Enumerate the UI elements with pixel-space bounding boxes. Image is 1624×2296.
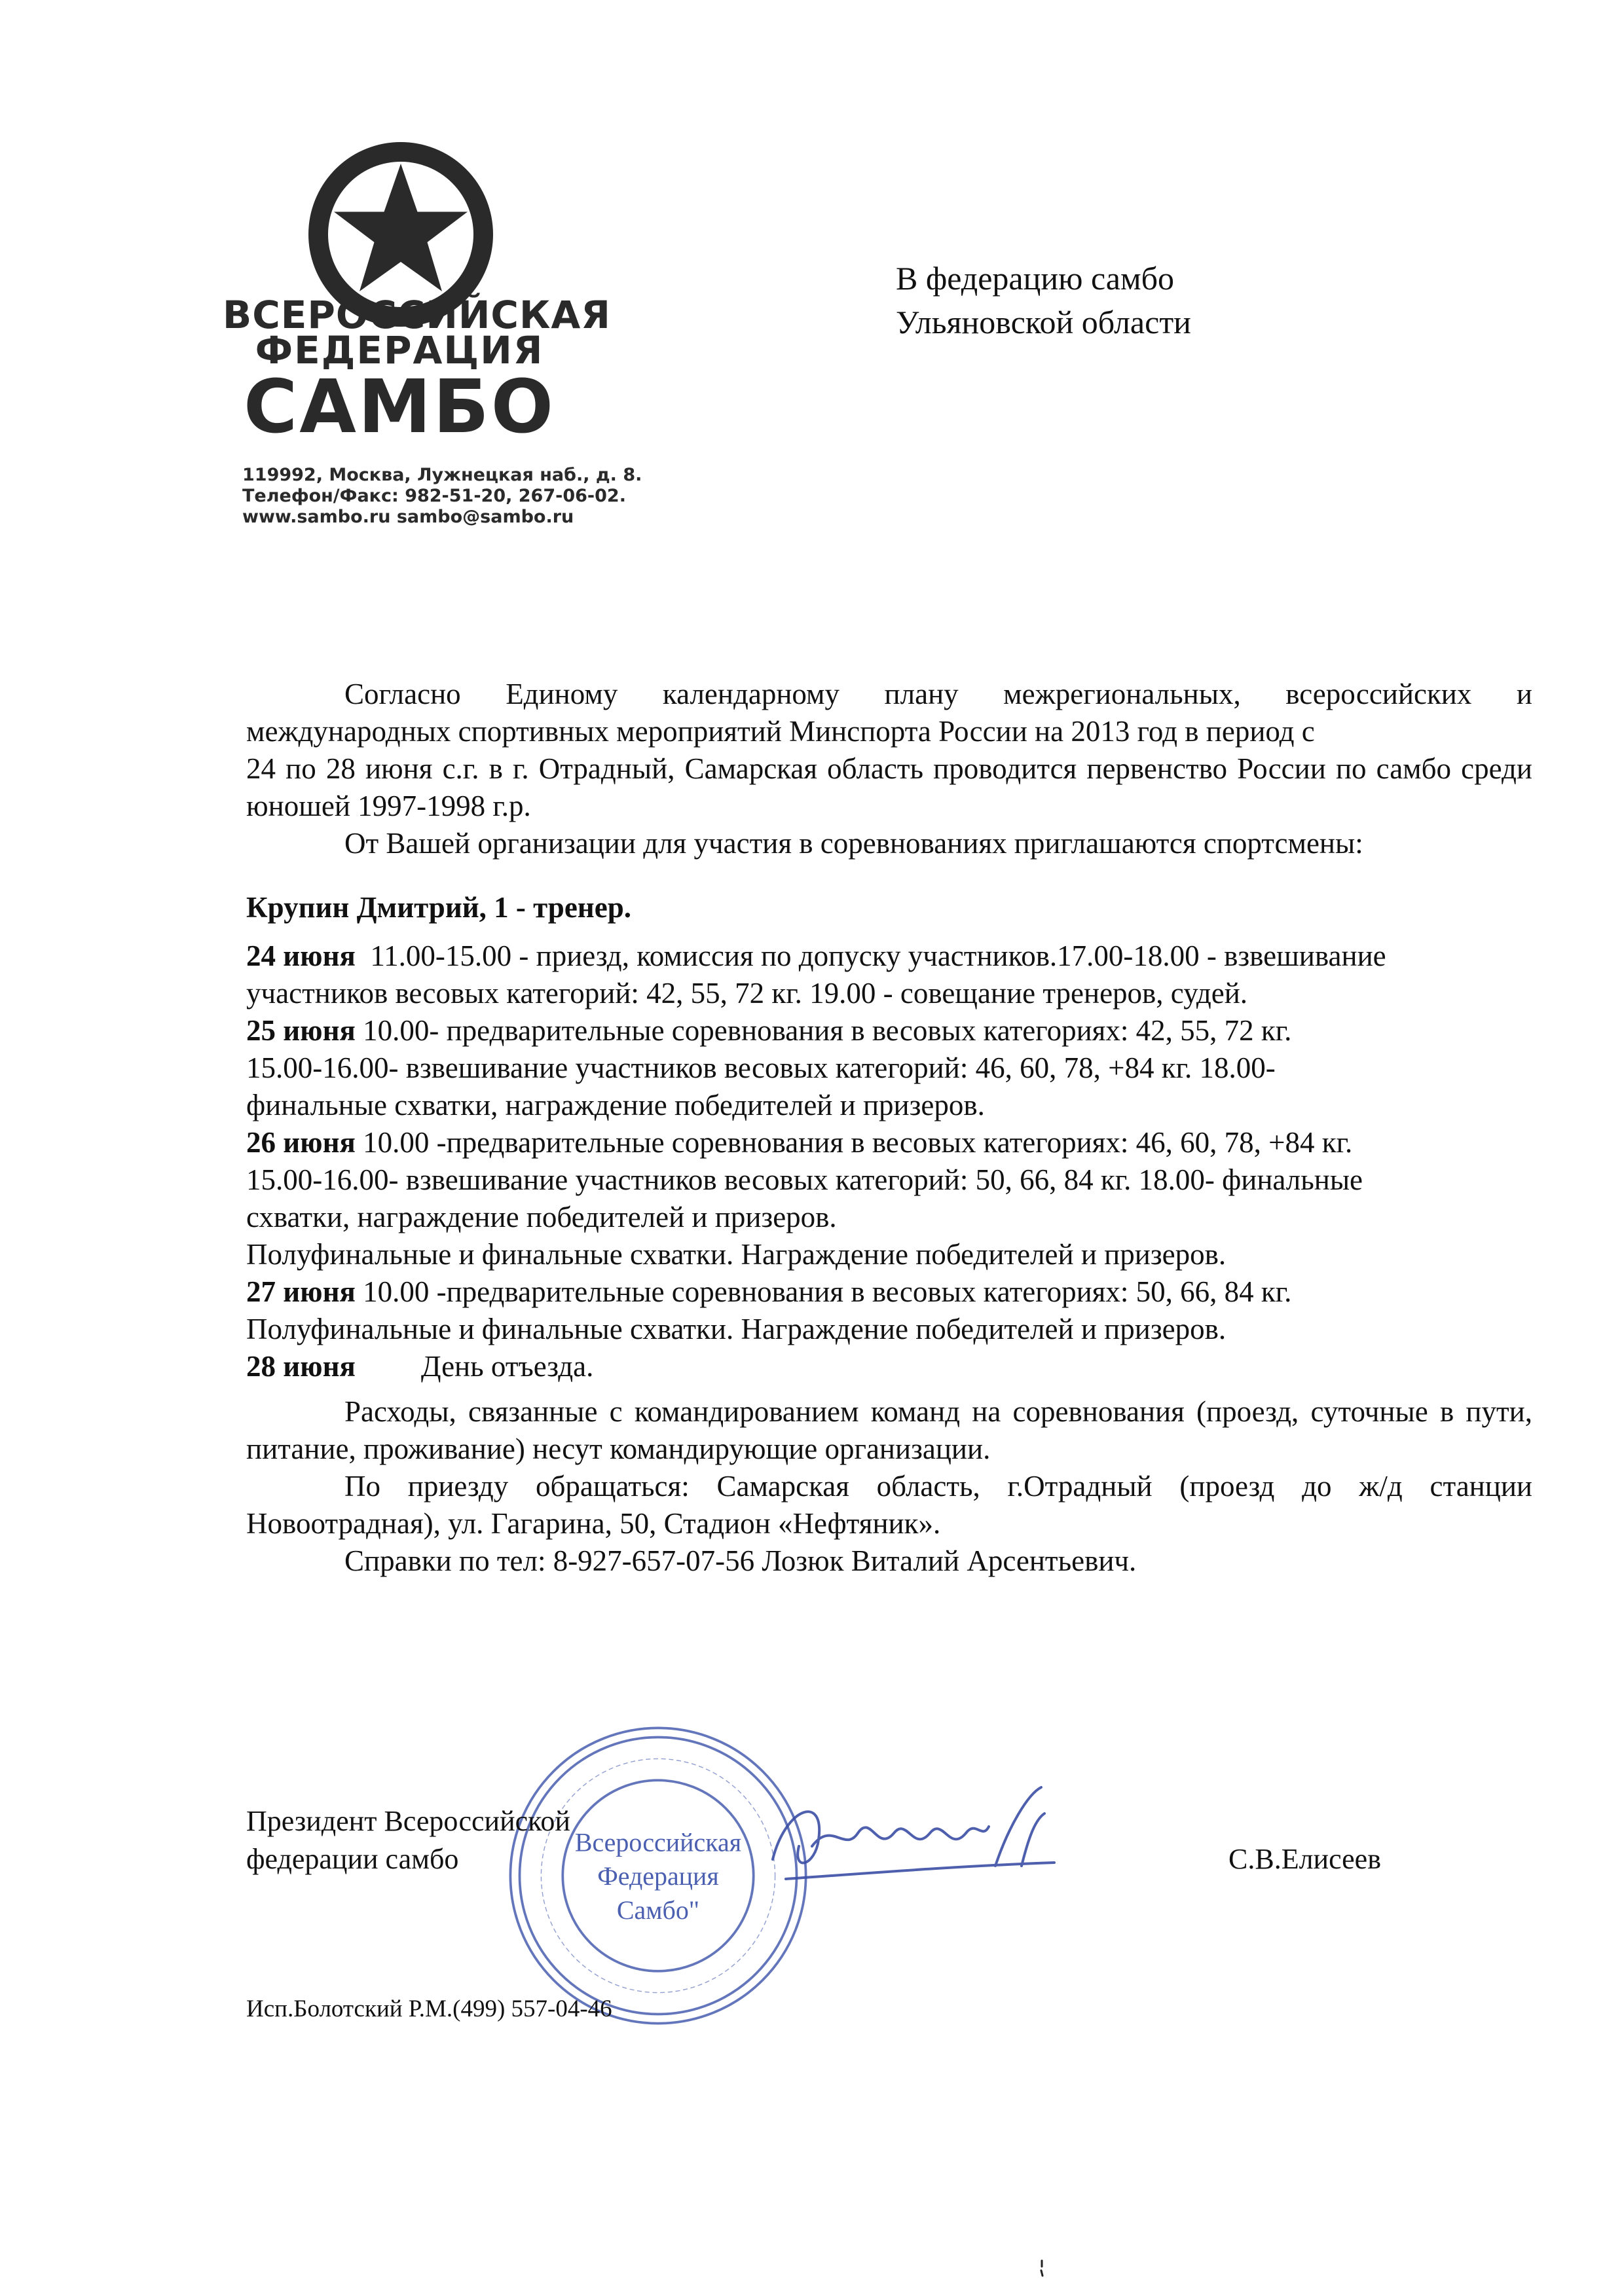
expenses-paragraph: Расходы, связанные с командированием команд на соревнования (проезд, суточные в пути, питание, проживание) несут командирующие организации. <box>246 1395 1532 1465</box>
athlete-line: Крупин Дмитрий, 1 - тренер. <box>246 891 631 924</box>
schedule-line: 10.00 -предварительные соревнования в весовых категориях: 46, 60, 78, +84 кг. <box>363 1126 1353 1159</box>
closing-section <box>246 1393 1532 1580</box>
signatory-title-line-1: Президент Всероссийской <box>246 1805 570 1837</box>
intro-invitation: От Вашей организации для участия в соревнованиях приглашаются спортсмены: <box>344 827 1363 860</box>
info-paragraph: Справки по тел: 8-927-657-07-56 Лозюк Виталий Арсентьевич. <box>344 1544 1137 1577</box>
schedule-day-24 <box>246 938 1532 975</box>
stamp-line-2: Федерация <box>597 1861 719 1891</box>
schedule-day-25 <box>246 1012 1532 1049</box>
signatory-title-line-2: федерации самбо <box>246 1843 459 1875</box>
schedule-day-26 <box>246 1124 1532 1161</box>
schedule-line: 15.00-16.00- взвешивание участников весовых категорий: 50, 66, 84 кг. 18.00- финальные <box>246 1163 1363 1196</box>
logo-text-federatsiya: ФЕДЕРАЦИЯ <box>255 328 544 373</box>
day-label: 28 июня <box>246 1350 356 1383</box>
schedule-line: 15.00-16.00- взвешивание участников весовых категорий: 46, 60, 78, +84 кг. 18.00- <box>246 1051 1276 1084</box>
signatory-name: С.В.Елисеев <box>1228 1843 1381 1875</box>
addressee-line-1: В федерацию самбо <box>896 260 1175 297</box>
intro-paragraph-rest: 24 по 28 июня с.г. в г. Отрадный, Самарская область проводится первенство России по самбо среди юношей 1997-1998 г.р. <box>246 752 1532 822</box>
logo-text-sambo: САМБО <box>244 365 555 450</box>
schedule-line: День отъезда. <box>420 1350 594 1383</box>
schedule-line: 10.00- предварительные соревнования в весовых категориях: 42, 55, 72 кг. <box>363 1014 1292 1047</box>
letterhead-phone: Телефон/Факс: 982-51-20, 267-06-02. <box>242 486 626 506</box>
schedule-line: Полуфинальные и финальные схватки. Награждение победителей и призеров. <box>246 1238 1227 1271</box>
schedule-line: 11.00-15.00 - приезд, комиссия по допуску участников.17.00-18.00 - взвешивание <box>370 939 1386 972</box>
handwritten-signature <box>747 1768 1074 1912</box>
day-label: 27 июня <box>246 1275 356 1308</box>
scan-mark <box>1039 2259 1045 2278</box>
day-label: 24 июня <box>246 939 356 972</box>
day-label: 25 июня <box>246 1014 356 1047</box>
schedule <box>246 938 1532 1385</box>
day-label: 26 июня <box>246 1126 356 1159</box>
intro-line-1: Согласно Единому календарному плану межрегиональных, всероссийских и <box>344 678 1532 710</box>
logo-text-vserossiyskaya: ВСЕРОССИЙСКАЯ <box>223 293 611 337</box>
schedule-day-27 <box>246 1273 1532 1311</box>
schedule-line: финальные схватки, награждение победителей и призеров. <box>246 1089 985 1121</box>
addressee-line-2: Ульяновской области <box>896 304 1191 340</box>
executor-line: Исп.Болотский Р.М.(499) 557-04-46 <box>246 1995 612 2022</box>
schedule-line: Полуфинальные и финальные схватки. Награждение победителей и призеров. <box>246 1313 1227 1345</box>
stamp-line-1: Всероссийская <box>574 1827 742 1857</box>
schedule-line: 10.00 -предварительные соревнования в весовых категориях: 50, 66, 84 кг. <box>363 1275 1292 1308</box>
intro-line-2: международных спортивных мероприятий Минспорта России на 2013 год в период с <box>246 715 1315 748</box>
schedule-day-28 <box>246 1348 1532 1385</box>
schedule-line: схватки, награждение победителей и призеров. <box>246 1201 837 1233</box>
schedule-line: участников весовых категорий: 42, 55, 72 кг. 19.00 - совещание тренеров, судей. <box>246 977 1248 1010</box>
letterhead-address: 119992, Москва, Лужнецкая наб., д. 8. <box>242 465 642 485</box>
arrival-paragraph: По приезду обращаться: Самарская область, г.Отрадный (проезд до ж/д станции Новоотрадная), ул. Гагарина, 50, Стадион «Нефтяник». <box>246 1470 1532 1540</box>
stamp-line-3: Самбо" <box>616 1895 700 1925</box>
letterhead-web: www.sambo.ru sambo@sambo.ru <box>242 507 574 527</box>
intro-section <box>246 676 1532 862</box>
